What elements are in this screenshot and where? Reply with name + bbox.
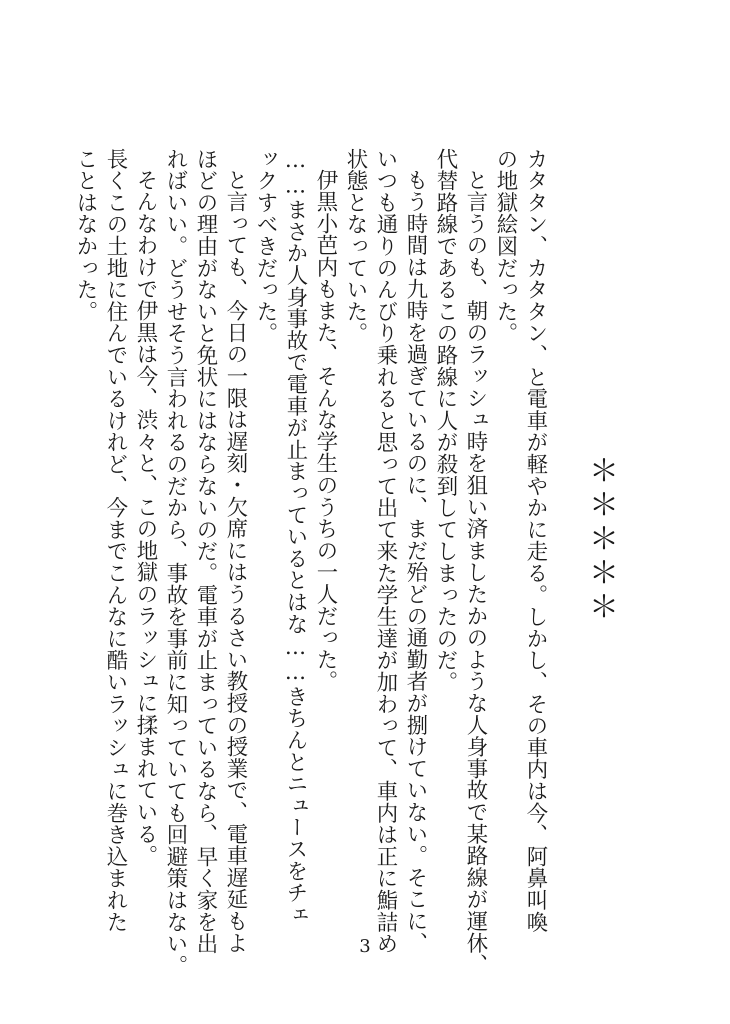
text-line-16: ことはなかった。 (73, 148, 98, 323)
text-line-8: 伊黒小芭内もまた、そんな学生のうちの一人だった。 (313, 169, 338, 693)
section-break: ＊＊＊＊＊ (583, 455, 618, 625)
page-number: 3 (359, 936, 371, 957)
text-line-13: ればいい。どうせそう言われるのだから、事故を事前に知っていても回避策はない。 (163, 148, 188, 977)
text-line-11: と言っても、今日の一限は遅刻・欠席にはうるさい教授の授業で、電車遅延もよ (223, 169, 248, 954)
text-line-7: 状態となっていた。 (343, 148, 368, 345)
text-line-9: ……まさか人身事故で電車が止まっているとはな……きちんとニュースをチェ (283, 148, 308, 926)
text-line-3: と言うのも、朝のラッシュ時を狙い済ましたかのような人身事故で某路線が運休、 (463, 169, 488, 976)
text-line-12: ほどの理由がないと免状にはならないのだ。電車が止まっているなら、早く家を出 (193, 148, 218, 955)
text-line-4: 代替路線であるこの路線に人が殺到してしまったのだ。 (433, 148, 458, 693)
text-line-2: の地獄絵図だった。 (493, 148, 518, 345)
text-line-15: 長くこの土地に住んでいるけれど、今までこんなに酷いラッシュに巻き込まれた (103, 148, 128, 933)
text-line-14: そんなわけで伊黒は今、渋々と、この地獄のラッシュに揉まれている。 (133, 169, 158, 867)
text-line-5: もう時間は九時を過ぎているのに、まだ殆どの通勤者が捌けていない。そこに、 (403, 169, 428, 954)
text-line-1: カタタン、カタタン、と電車が軽やかに走る。しかし、その車内は今、阿鼻叫喚 (523, 148, 548, 933)
text-line-10: ックすべきだった。 (253, 148, 278, 345)
text-line-6: いつも通りのんびり乗れると思って出て来た学生達が加わって、車内は正に鮨詰め (373, 148, 398, 955)
